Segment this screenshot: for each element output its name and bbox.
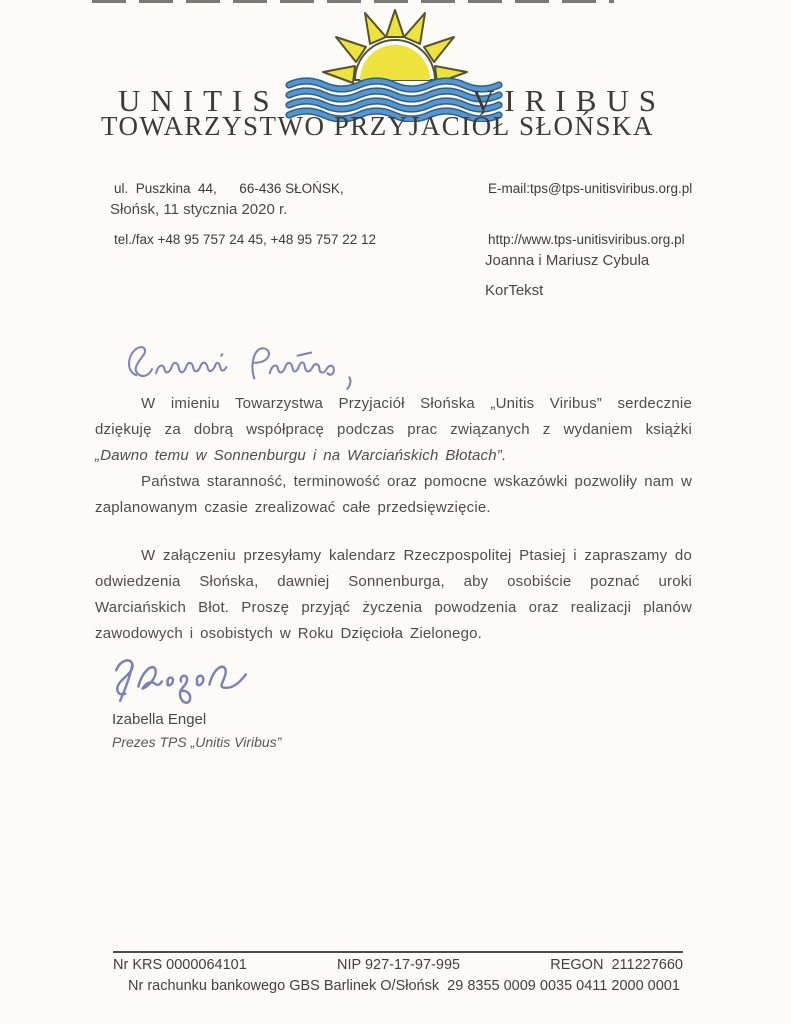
handwritten-greeting <box>122 341 370 391</box>
nip-number: NIP 927-17-97-995 <box>337 957 461 973</box>
paragraph-1 <box>95 391 692 469</box>
signer-title: Prezes TPS „Unitis Viribus” <box>112 734 282 750</box>
recipient-block <box>485 246 649 306</box>
paragraph-1-text: W imieniu Towarzystwa Przyjaciół Słońska „Unitis Viribus” serdecznie dziękuję za dobrą współpracę podczas prac związanych z wydaniem książki <box>95 395 692 438</box>
letter-body <box>95 391 692 647</box>
scan-artifact-strip <box>92 0 614 3</box>
motto-word-unitis: UNITIS <box>118 83 280 118</box>
phone-fax-line: tel./fax +48 95 757 24 45, +48 95 757 22 12 <box>114 232 376 247</box>
recipient-names: Joanna i Mariusz Cybula <box>485 252 650 269</box>
bank-account-line: Nr rachunku bankowego GBS Barlinek O/Słońsk 29 8355 0009 0035 0411 2000 0001 <box>128 978 680 994</box>
website-line: http://www.tps-unitisviribus.org.pl <box>488 232 685 247</box>
handwritten-signature <box>108 652 250 715</box>
signer-name: Izabella Engel <box>112 711 207 728</box>
regon-number: REGON 211227660 <box>550 957 683 973</box>
book-title: „Dawno temu w Sonnenburgu i na Warciańskich Błotach”. <box>95 447 507 464</box>
krs-number: Nr KRS 0000064101 <box>113 957 247 973</box>
footer-divider <box>113 951 683 953</box>
dateline: Słońsk, 11 stycznia 2020 r. <box>110 201 288 218</box>
paragraph-3: W załączeniu przesyłamy kalendarz Rzeczpospolitej Ptasiej i zapraszamy do odwiedzenia Słońska, dawniej Sonnenburga, aby osobiście poznać uroki Warciańskich Błot. Proszę przyjąć życzenia powodzenia oraz realizacji planów zawodowych i osobistych w Roku Dzięcioła Zielonego. <box>95 547 692 642</box>
email-line: E-mail:tps@tps-unitisviribus.org.pl <box>488 181 693 196</box>
motto-word-viribus: VIRIBUS <box>472 83 667 118</box>
street-address: ul. Puszkina 44, 66-436 SŁOŃSK, <box>114 181 344 196</box>
registration-numbers <box>113 957 683 973</box>
paragraph-2: Państwa staranność, terminowość oraz pomocne wskazówki pozwoliły nam w zaplanowanym czasie zrealizować całe przedsięwzięcie. <box>95 473 692 516</box>
organization-name: TOWARZYSTWO PRZYJACIÓŁ SŁOŃSKA <box>101 111 655 141</box>
recipient-company: KorTekst <box>485 282 544 299</box>
